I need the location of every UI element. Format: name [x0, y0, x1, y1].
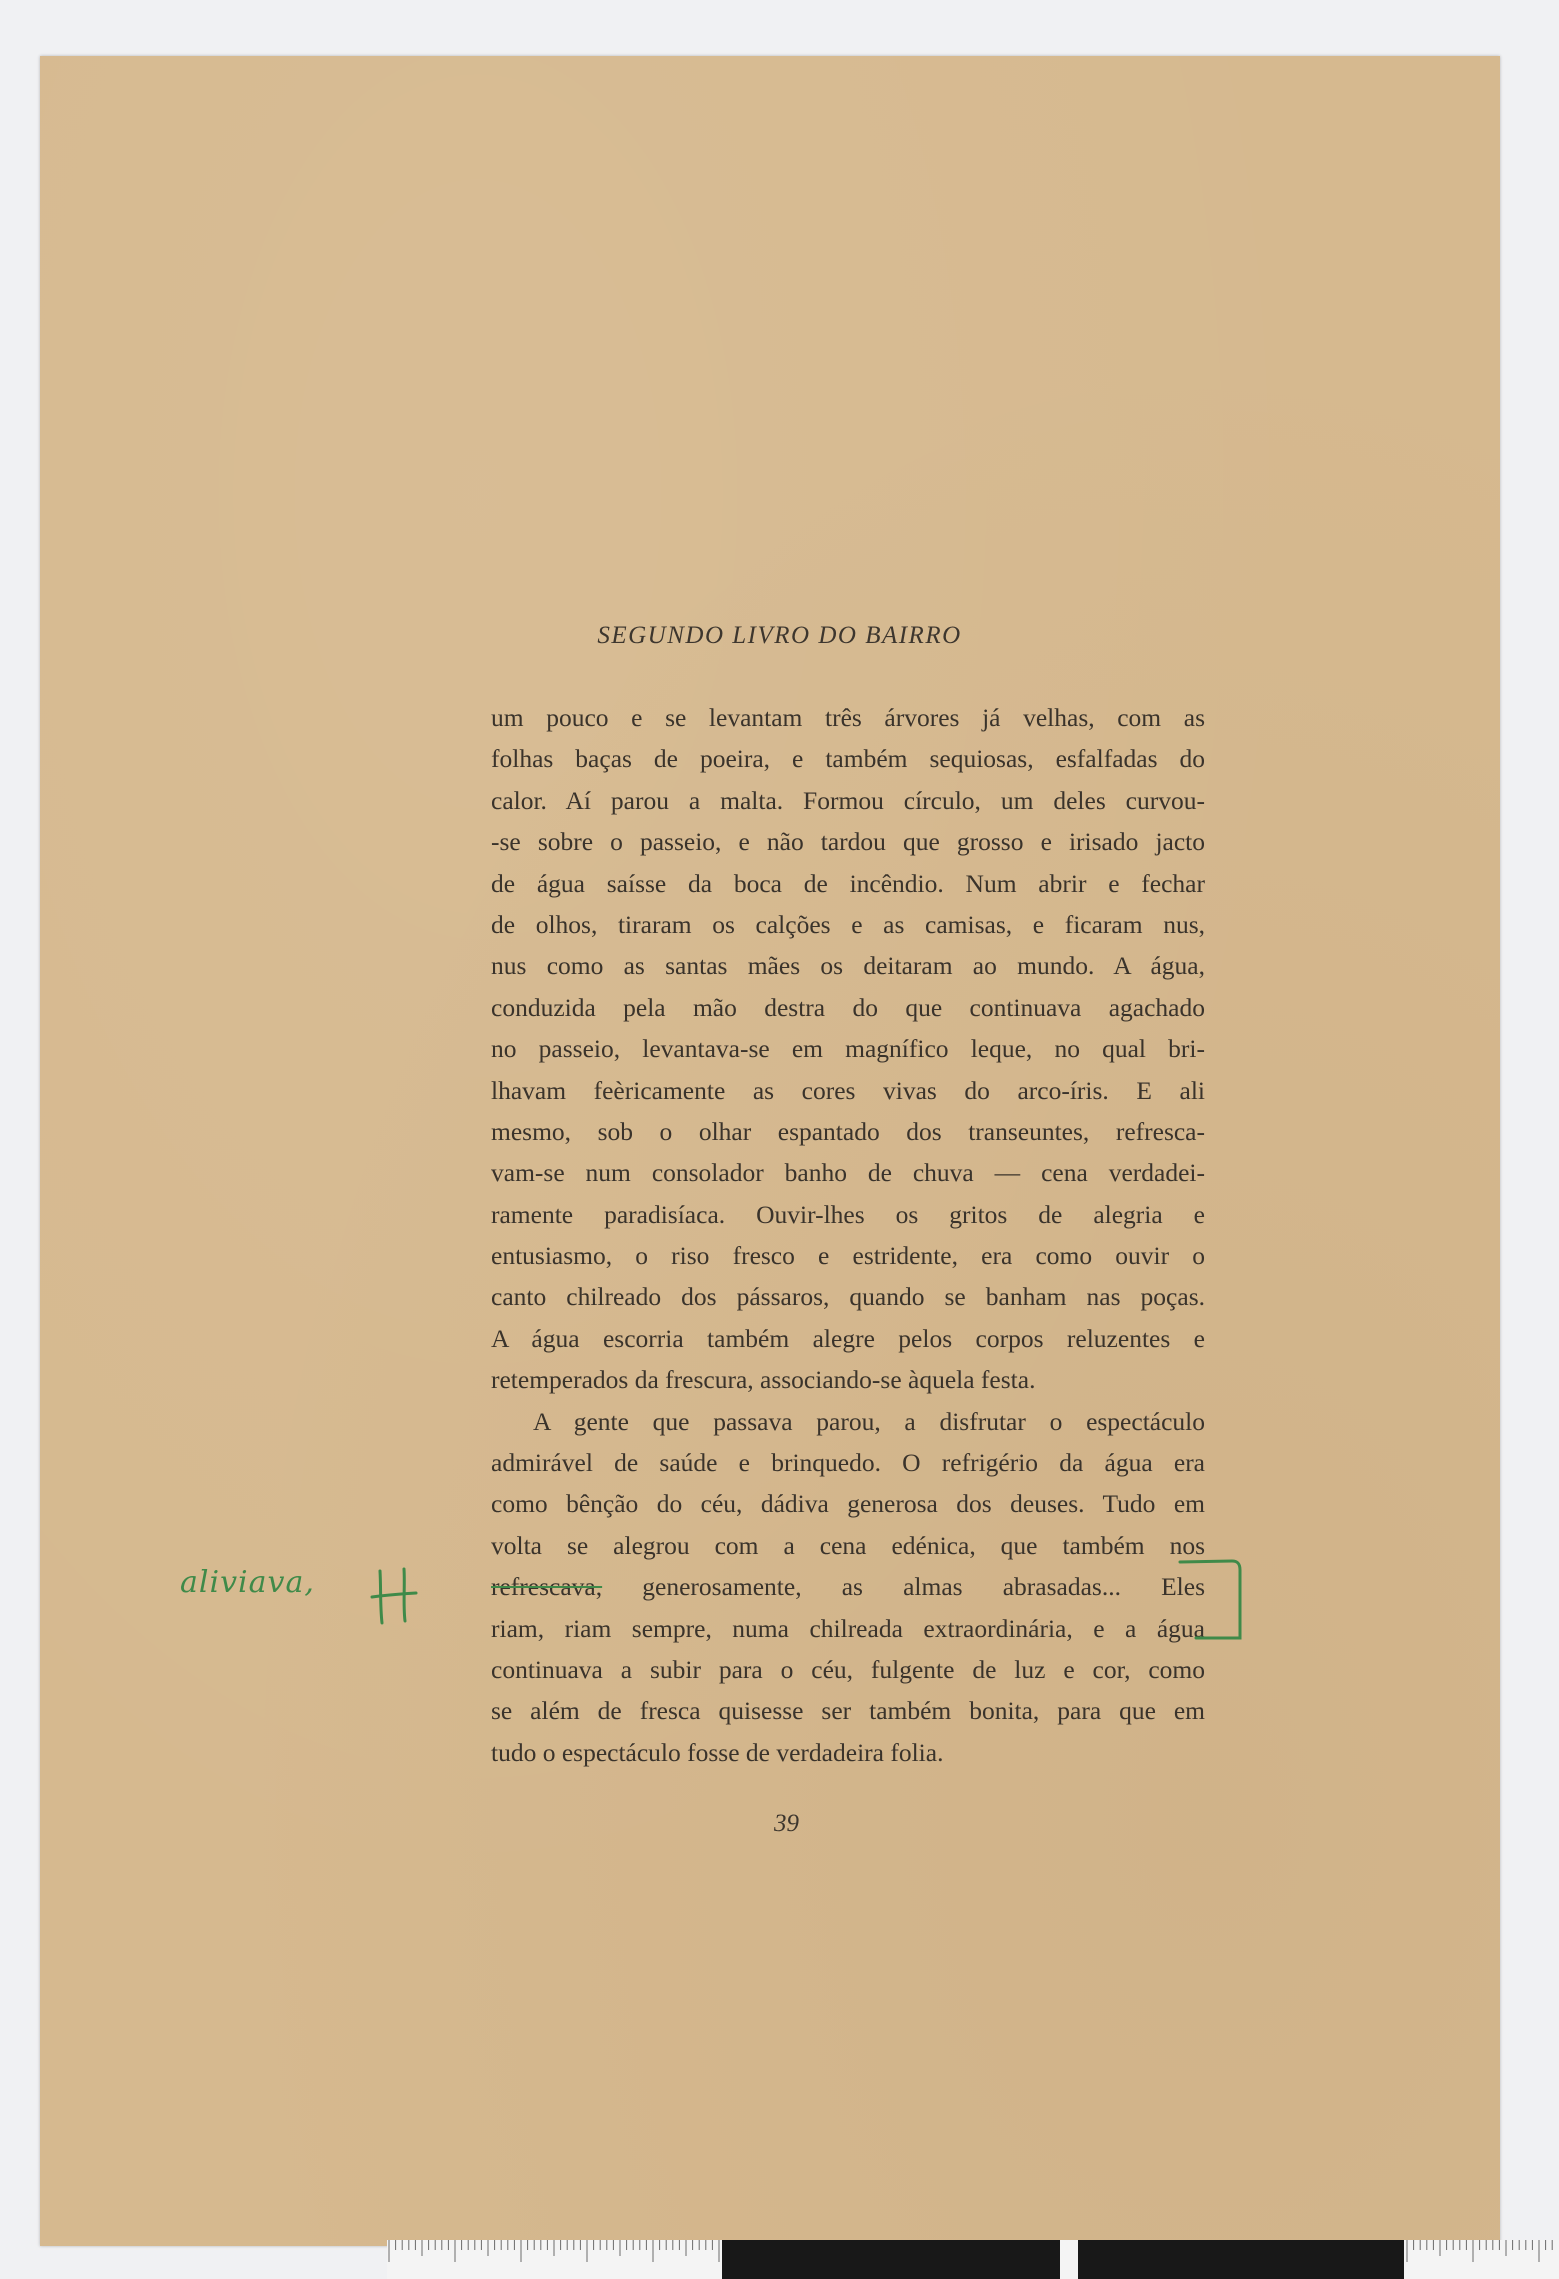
text-line: entusiasmo, o riso fresco e estridente, era como ouvir o	[491, 1241, 1205, 1271]
text-line: A água escorria também alegre pelos corpos reluzentes e	[491, 1323, 1205, 1353]
text-line: calor. Aí parou a malta. Formou círculo, um deles curvou-	[491, 785, 1205, 815]
text-line: mesmo, sob o olhar espantado dos transeuntes, refresca-	[491, 1116, 1205, 1146]
text-line: um pouco e se levantam três árvores já velhas, com as	[491, 703, 1205, 732]
text-line: ramente paradisíaca. Ouvir-lhes os gritos de alegria e	[491, 1199, 1205, 1229]
text-line: continuava a subir para o céu, fulgente de luz e cor, como	[491, 1654, 1205, 1684]
color-scale-ruler	[387, 2240, 1559, 2279]
text-line-with-correction	[491, 1566, 1205, 1607]
text-line: lhavam feèricamente as cores vivas do arco-íris. E ali	[491, 1075, 1205, 1105]
page-number: 39	[774, 1810, 799, 1837]
text-line: admirável de saúde e brinquedo. O refrigério da água era	[491, 1448, 1205, 1478]
text-line-rest: generosamente, as almas abrasadas... Eles	[602, 1572, 1205, 1602]
text-line: de água saísse da boca de incêndio. Num abrir e fechar	[491, 868, 1205, 898]
body-text	[491, 697, 1205, 1773]
text-line: canto chilreado dos pássaros, quando se banham nas poças.	[491, 1282, 1205, 1312]
text-line: -se sobre o passeio, e não tardou que grosso e irisado jacto	[491, 827, 1205, 857]
text-line: de olhos, tiraram os calções e as camisas, e ficaram nus,	[491, 909, 1205, 939]
text-line: tudo o espectáculo fosse de verdadeira folia.	[491, 1737, 944, 1767]
struck-word: refrescava,	[491, 1572, 603, 1602]
text-line: no passeio, levantava-se em magnífico leque, no qual bri-	[491, 1034, 1205, 1064]
text-line: retemperados da frescura, associando-se àquela festa.	[491, 1365, 1036, 1395]
text-line: vam-se num consolador banho de chuva — cena verdadei-	[491, 1158, 1205, 1188]
text-line: conduzida pela mão destra do que continuava agachado	[491, 992, 1205, 1022]
text-line: volta se alegrou com a cena edénica, que também nos	[491, 1530, 1205, 1560]
text-line: A gente que passava parou, a disfrutar o espectáculo	[533, 1406, 1205, 1436]
correction-bracket-icon	[1178, 1558, 1248, 1648]
handwritten-correction: aliviava,	[180, 1565, 315, 1600]
text-line: folhas baças de poeira, e também sequiosas, esfalfadas do	[491, 744, 1205, 774]
text-line: como bênção do céu, dádiva generosa dos deuses. Tudo em	[491, 1489, 1205, 1519]
insertion-mark-icon	[370, 1565, 418, 1627]
text-line: riam, riam sempre, numa chilreada extraordinária, e a água	[491, 1613, 1205, 1643]
running-head: SEGUNDO LIVRO DO BAIRRO	[597, 622, 962, 649]
text-line: se além de fresca quisesse ser também bonita, para que em	[491, 1696, 1205, 1726]
text-line: nus como as santas mães os deitaram ao mundo. A água,	[491, 951, 1205, 981]
